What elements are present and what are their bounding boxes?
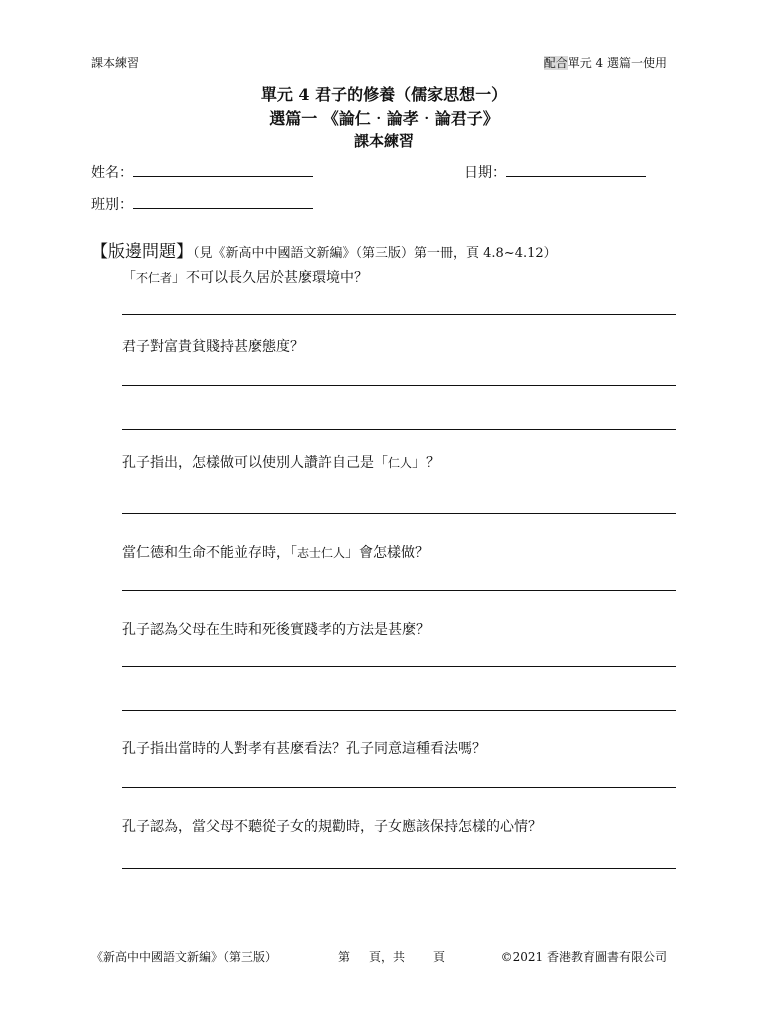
question-3-pre: 孔子指出，怎樣做可以使別人讚許自己是「 xyxy=(122,455,388,471)
answer-line[interactable] xyxy=(122,385,676,386)
answer-line[interactable] xyxy=(122,868,676,869)
question-7: 孔子認為，當父母不聽從子女的規勸時，子女應該保持怎樣的心情？ xyxy=(122,819,542,835)
name-blank[interactable] xyxy=(133,162,313,177)
question-1-post: 」不可以長久居於甚麼環境中？ xyxy=(172,270,369,286)
name-field[interactable] xyxy=(91,162,313,182)
footer-page-a: 第 xyxy=(338,950,351,964)
name-label: 姓名： xyxy=(91,165,133,181)
footer-page-b: 頁，共 xyxy=(369,950,406,964)
header-highlight: 配合 xyxy=(543,56,568,70)
question-6: 孔子指出當時的人對孝有甚麼看法？孔子同意這種看法嗎？ xyxy=(122,741,486,757)
answer-line[interactable] xyxy=(122,429,676,430)
unit-title: 單元 4 君子的修養（儒家思想一） xyxy=(260,85,508,104)
date-field[interactable] xyxy=(464,162,646,182)
question-1-em: 不仁者 xyxy=(136,271,173,285)
header-right xyxy=(544,54,667,71)
question-4-pre: 當仁德和生命不能並存時，「 xyxy=(122,545,297,561)
class-label: 班別： xyxy=(91,197,133,213)
answer-line[interactable] xyxy=(122,787,676,788)
section-reference: （見《新高中中國語文新編》（第三版）第一冊，頁 4.8~4.12） xyxy=(193,246,557,261)
footer-copyright: ©2021 香港教育圖書有限公司 xyxy=(500,950,667,964)
class-blank[interactable] xyxy=(133,194,313,209)
answer-line[interactable] xyxy=(122,590,676,591)
answer-line[interactable] xyxy=(122,666,676,667)
question-1 xyxy=(122,267,368,287)
section-title: 【版邊問題】 xyxy=(91,242,193,262)
question-4 xyxy=(122,542,429,562)
question-1-pre: 「 xyxy=(122,270,136,286)
date-blank[interactable] xyxy=(506,162,646,177)
class-field[interactable] xyxy=(91,194,313,214)
question-3-post: 」？ xyxy=(412,455,441,471)
question-4-post: 」會怎樣做？ xyxy=(345,545,430,561)
footer-book: 《新高中中國語文新編》（第三版） xyxy=(91,950,278,964)
question-2: 君子對富貴貧賤持甚麼態度？ xyxy=(122,339,304,355)
date-label: 日期： xyxy=(464,165,506,181)
question-5: 孔子認為父母在生時和死後實踐孝的方法是甚麼？ xyxy=(122,622,430,638)
text-title: 選篇一 《論仁‧論孝‧論君子》 xyxy=(269,109,499,128)
answer-line[interactable] xyxy=(122,710,676,711)
section-heading xyxy=(91,237,557,262)
answer-line[interactable] xyxy=(122,314,676,315)
header-right-text: 單元 4 選篇一使用 xyxy=(567,56,667,70)
exercise-title: 課本練習 xyxy=(353,132,414,150)
question-3 xyxy=(122,452,440,472)
answer-line[interactable] xyxy=(122,513,676,514)
question-3-em: 仁人 xyxy=(388,456,413,470)
question-4-em: 志士仁人 xyxy=(297,546,346,560)
footer-page-c: 頁 xyxy=(433,950,446,964)
header-left: 課本練習 xyxy=(91,56,140,70)
